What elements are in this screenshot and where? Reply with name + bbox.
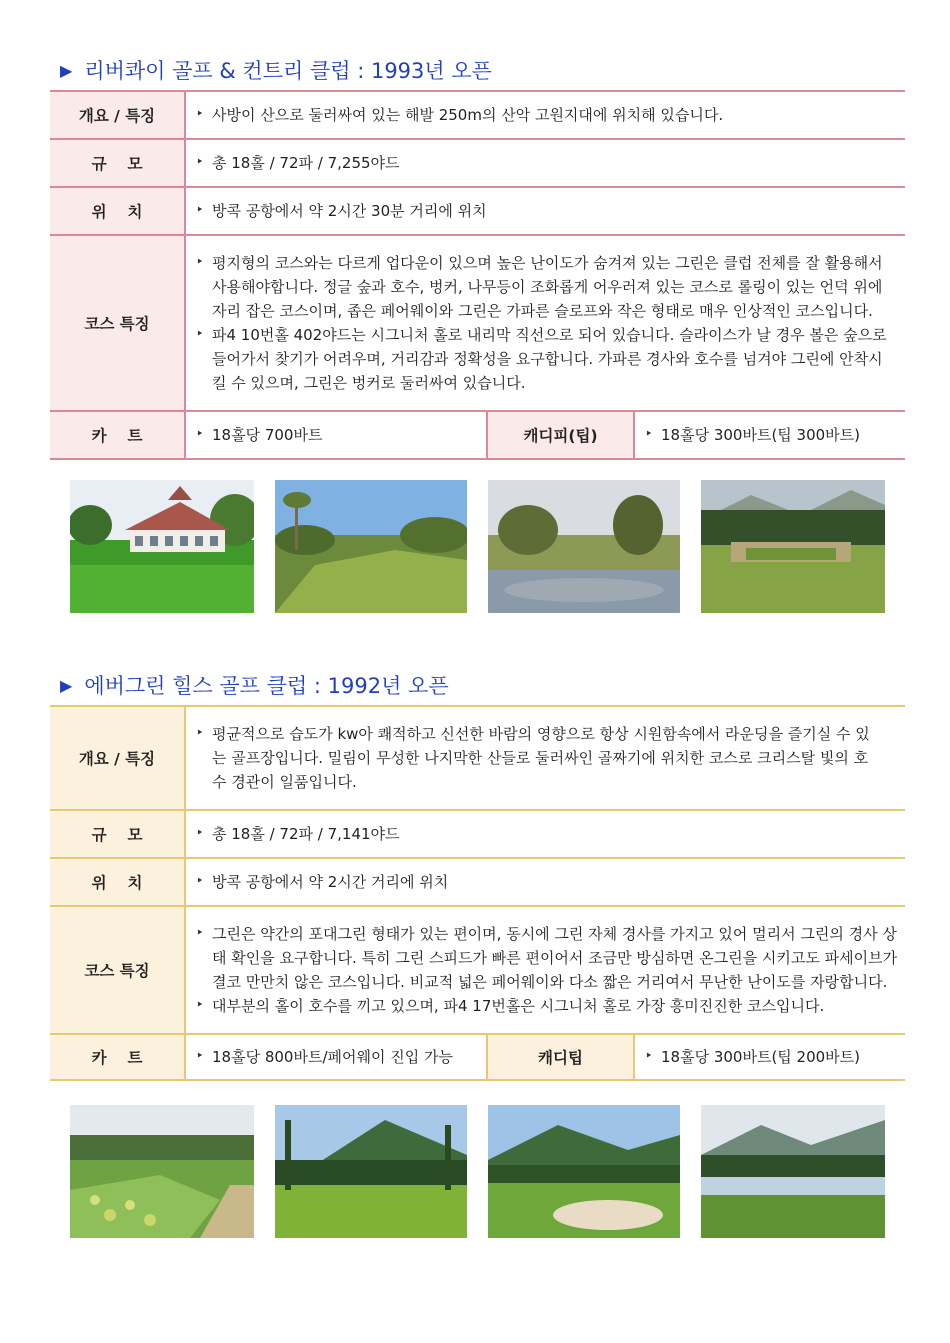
club1-row-course bbox=[50, 235, 905, 411]
club1-course-text-1: ‣ 평지형의 코스와는 다르게 업다운이 있으며 높은 난이도가 숨겨져 있는 그린은 클럽 전체를 잘 활용해서 사용해야합니다. 정글 숲과 호수, 벙커, 나무등이 조화롭게 어우러져 있는 코스로 롤링이 있는 언덕 위에 자리 잡은 코스이며, 좁은 페어웨이와 그린은 가파른 슬로프와 작은 형태로 매우 인상적인 코스입니다. bbox=[194, 251, 895, 323]
club2-photo-garden bbox=[70, 1105, 254, 1238]
club1-overview-text: ‣ 사방이 산으로 둘러싸여 있는 해발 250m의 산악 고원지대에 위치해 있습니다. bbox=[194, 103, 905, 127]
club2-course-text-2: ‣ 대부분의 홀이 호수를 끼고 있으며, 파4 17번홀은 시그니처 홀로 가장 흥미진진한 코스입니다. bbox=[194, 994, 899, 1018]
club2-cart-text: ‣ 18홀당 800바트/페어웨이 진입 가능 bbox=[194, 1045, 486, 1069]
triangle-right-icon: ▶ bbox=[60, 675, 73, 695]
club1-course-text-2: ‣ 파4 10번홀 402야드는 시그니처 홀로 내리막 직선으로 되어 있습니다. 슬라이스가 날 경우 볼은 숲으로 들어가서 찾기가 어려우며, 거리감과 정확성을 요구합니다. 가파른 경사와 호수를 넘겨야 그린에 안착시킬 수 있으며, 그린은 벙커로 둘러싸여 있습니다. bbox=[194, 323, 895, 395]
club2-course-label: 코스 특징 bbox=[50, 906, 185, 1034]
club1-location-text: ‣ 방콕 공항에서 약 2시간 30분 거리에 위치 bbox=[194, 199, 905, 223]
club1-title-text: 리버콰이 골프 & 컨트리 클럽 : 1993년 오픈 bbox=[84, 59, 492, 83]
club2-title-text: 에버그린 힐스 골프 클럽 : 1992년 오픈 bbox=[84, 674, 449, 698]
club1-cart-text: ‣ 18홀당 700바트 bbox=[194, 423, 486, 447]
club1-photo-fairway bbox=[275, 480, 467, 613]
club1-photo-lake bbox=[488, 480, 680, 613]
club2-overview-text: ‣ 평균적으로 습도가 kw아 쾌적하고 신선한 바람의 영향으로 항상 시원함속에서 라운딩을 즐기실 수 있는 골프장입니다. 밀림이 무성한 나지막한 산들로 둘러싸인 골짜기에 위치한 코스로 크리스탈 빛의 호수 경관이 일품입니다. bbox=[194, 722, 877, 794]
club2-course-text-1: ‣ 그린은 약간의 포대그린 형태가 있는 편이며, 동시에 그린 자체 경사를 가지고 있어 멀리서 그린의 경사 상태 확인을 요구합니다. 특히 그린 스피드가 빠른 편이어서 조금만 방심하면 온그린을 시키고도 파세이브가 결코 만만치 않은 코스입니다. 비교적 넓은 페어웨이와 다소 짧은 거리여서 무난한 난이도를 자랑합니다. bbox=[194, 922, 899, 994]
club1-cart-label: 카 트 bbox=[50, 411, 185, 459]
club2-photo-bunker bbox=[488, 1105, 680, 1238]
club1-photo-green bbox=[701, 480, 885, 613]
club1-row-location bbox=[50, 187, 905, 235]
club1-scale-text: ‣ 총 18홀 / 72파 / 7,255야드 bbox=[194, 151, 905, 175]
club1-title bbox=[60, 55, 492, 85]
club1-row-cart bbox=[50, 411, 905, 459]
club1-caddy-label: 캐디피(팁) bbox=[487, 411, 634, 459]
club2-overview-label: 개요 / 특징 bbox=[50, 706, 185, 810]
club2-row-course bbox=[50, 906, 905, 1034]
club1-overview-label: 개요 / 특징 bbox=[50, 91, 185, 139]
club2-location-label: 위 치 bbox=[50, 858, 185, 906]
club2-caddy-label: 캐디팁 bbox=[487, 1034, 634, 1080]
club1-location-label: 위 치 bbox=[50, 187, 185, 235]
club2-caddy-text: ‣ 18홀당 300바트(팁 200바트) bbox=[643, 1045, 905, 1069]
club2-row-location bbox=[50, 858, 905, 906]
club2-title bbox=[60, 670, 449, 700]
club2-photo-mountain-fairway bbox=[275, 1105, 467, 1238]
club1-photo-clubhouse bbox=[70, 480, 254, 613]
club2-scale-text: ‣ 총 18홀 / 72파 / 7,141야드 bbox=[194, 822, 905, 846]
triangle-right-icon: ▶ bbox=[60, 60, 73, 80]
club2-row-cart bbox=[50, 1034, 905, 1080]
club1-info-table bbox=[50, 90, 905, 460]
club2-photo-lake-mountain bbox=[701, 1105, 885, 1238]
club2-cart-label: 카 트 bbox=[50, 1034, 185, 1080]
club1-row-scale bbox=[50, 139, 905, 187]
club2-row-overview bbox=[50, 706, 905, 810]
club2-location-text: ‣ 방콕 공항에서 약 2시간 거리에 위치 bbox=[194, 870, 905, 894]
club2-info-table bbox=[50, 705, 905, 1081]
club2-row-scale bbox=[50, 810, 905, 858]
club2-scale-label: 규 모 bbox=[50, 810, 185, 858]
club1-caddy-text: ‣ 18홀당 300바트(팁 300바트) bbox=[643, 423, 905, 447]
club1-course-label: 코스 특징 bbox=[50, 235, 185, 411]
club1-row-overview bbox=[50, 91, 905, 139]
club1-scale-label: 규 모 bbox=[50, 139, 185, 187]
